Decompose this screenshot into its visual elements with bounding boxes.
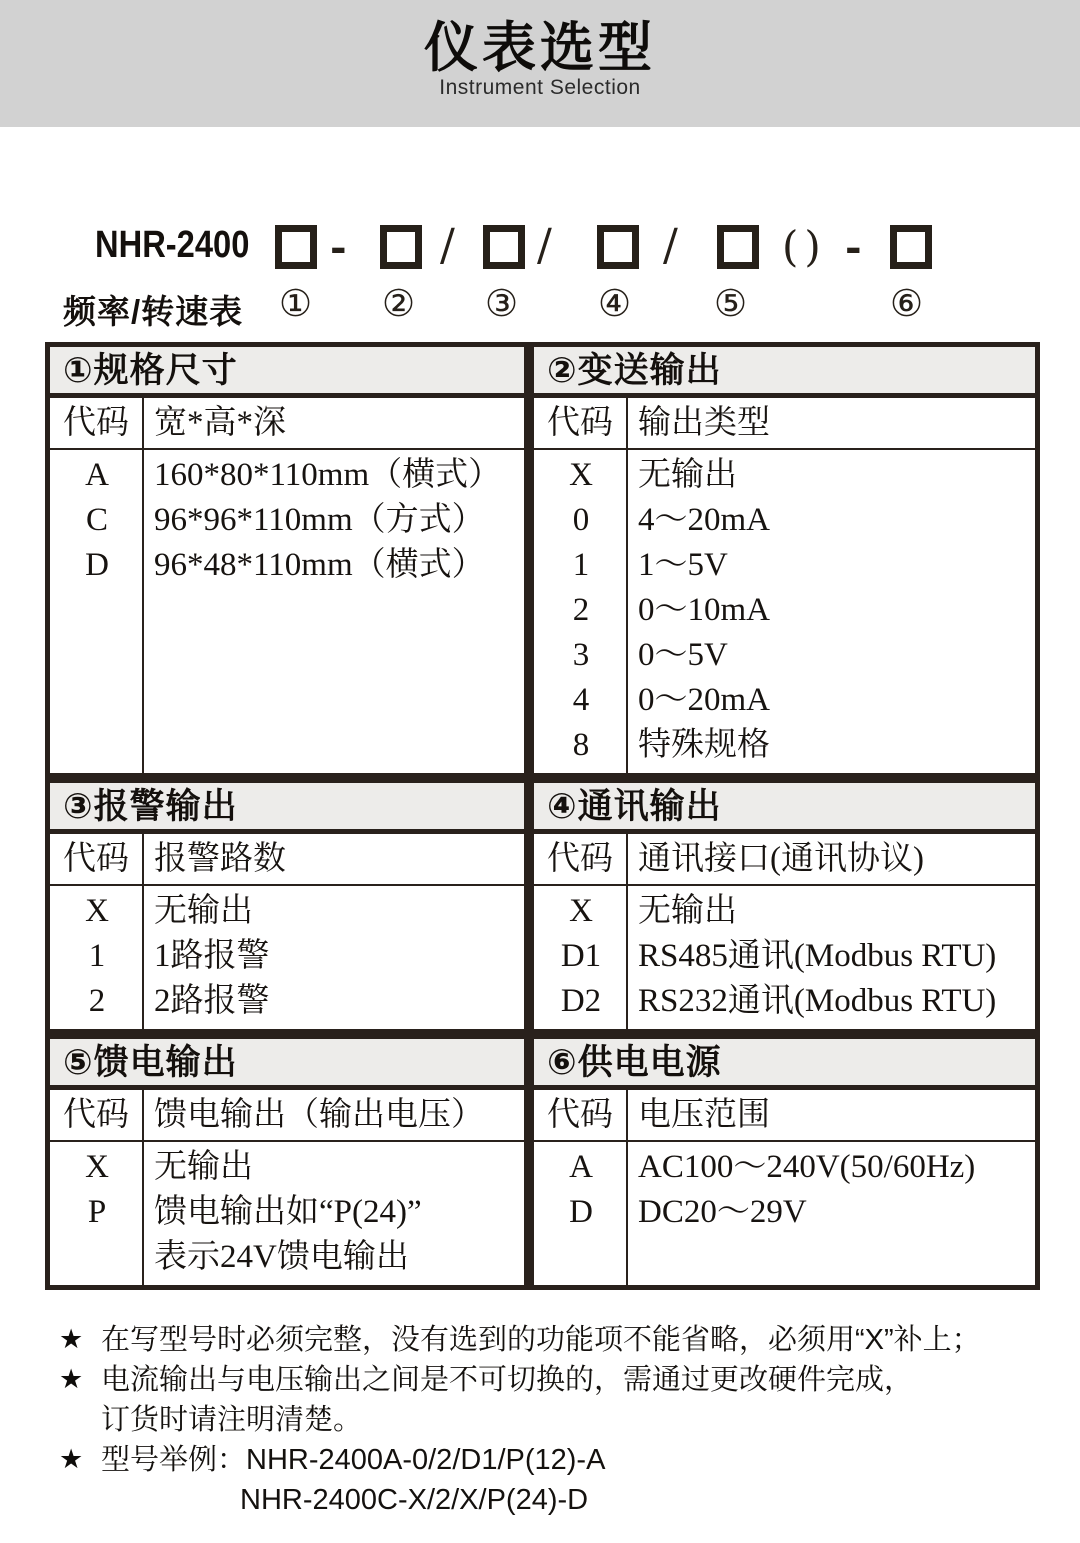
section-body [534, 886, 1035, 1029]
slot-number-5: ⑤ [714, 282, 748, 325]
section-feed-output [45, 1034, 529, 1290]
row-desc: 无输出 [154, 893, 253, 929]
star-icon: ★ [59, 1324, 84, 1355]
table-row [534, 453, 1035, 498]
section-body [50, 1142, 524, 1285]
model-separator: / [663, 220, 678, 271]
column-header-desc: 输出类型 [638, 405, 770, 441]
row-desc: 0～5V [638, 637, 728, 673]
row-desc: 0～10mA [638, 592, 770, 628]
model-slot-box-5 [717, 225, 759, 269]
column-header-desc: 馈电输出（输出电压） [154, 1097, 484, 1133]
column-header-desc: 报警路数 [154, 841, 286, 877]
row-desc: 表示24V馈电输出 [154, 1239, 409, 1275]
row-code: X [85, 1149, 109, 1185]
column-header-code: 代码 [50, 834, 144, 884]
table-row [534, 588, 1035, 633]
row-desc: 特殊规格 [638, 727, 770, 763]
model-example-2: NHR-2400C-X/2/X/P(24)-D [240, 1484, 589, 1516]
page-title: 仪表选型 [424, 18, 656, 78]
row-code: 2 [88, 983, 106, 1019]
row-code: D [569, 1194, 593, 1230]
table-row [534, 889, 1035, 934]
row-desc: DC20～29V [638, 1194, 807, 1230]
star-icon: ★ [59, 1444, 84, 1475]
model-slot-box-1 [275, 225, 317, 269]
footnote-text: 在写型号时必须完整，没有选到的功能项不能省略，必须用“X”补上； [101, 1324, 981, 1356]
section-alarm-output [45, 778, 529, 1034]
section-title: ⑥供电电源 [534, 1039, 1035, 1090]
row-desc: 无输出 [154, 1149, 253, 1185]
section-body [50, 886, 524, 1029]
slot-number-3: ③ [485, 282, 519, 325]
column-header-code: 代码 [50, 398, 144, 448]
selection-table [45, 342, 1040, 1290]
section-header-row [534, 1090, 1035, 1142]
table-row [534, 1190, 1035, 1235]
column-header-code: 代码 [534, 398, 628, 448]
slot-number-4: ④ [598, 282, 632, 325]
table-row [50, 1235, 524, 1280]
section-title: ①规格尺寸 [50, 347, 524, 398]
table-row [50, 498, 524, 543]
model-separator: () [782, 222, 827, 271]
row-code [50, 1235, 144, 1280]
row-code: 0 [572, 502, 590, 538]
row-code: C [85, 502, 108, 538]
page-subtitle: Instrument Selection [439, 76, 641, 99]
table-row [50, 934, 524, 979]
star-icon: ★ [59, 1364, 84, 1395]
row-desc: RS485通讯(Modbus RTU) [638, 938, 997, 974]
slot-number-2: ② [382, 282, 416, 325]
model-separator: / [440, 220, 455, 271]
row-code: A [569, 1149, 593, 1185]
model-slot-box-6 [890, 225, 932, 269]
model-separator: - [845, 224, 862, 271]
row-code: P [87, 1194, 107, 1230]
footnote-text: 电流输出与电压输出之间是不可切换的，需通过更改硬件完成， [101, 1364, 914, 1396]
section-title: ②变送输出 [534, 347, 1035, 398]
row-code: X [569, 893, 593, 929]
row-code: 2 [572, 592, 590, 628]
table-row [50, 1145, 524, 1190]
model-example-1: 型号举例：NHR-2400A-0/2/D1/P(12)-A [101, 1444, 606, 1476]
footnote [59, 1360, 1044, 1440]
model-slot-box-3 [483, 225, 525, 269]
row-code: X [569, 457, 593, 493]
model-separator: - [330, 224, 347, 271]
table-row [50, 453, 524, 498]
section-title: ⑤馈电输出 [50, 1039, 524, 1090]
table-row [534, 498, 1035, 543]
row-code: A [85, 457, 109, 493]
row-desc: 4～20mA [638, 502, 770, 538]
column-header-code: 代码 [534, 834, 628, 884]
section-header-row [50, 1090, 524, 1142]
table-row [534, 934, 1035, 979]
model-slot-box-4 [597, 225, 639, 269]
row-code: 1 [572, 547, 590, 583]
model-code-diagram [0, 210, 1080, 330]
row-desc: 无输出 [638, 457, 737, 493]
section-header-row [534, 398, 1035, 450]
row-code: 8 [572, 727, 590, 763]
row-code: D [85, 547, 109, 583]
column-header-desc: 通讯接口(通讯协议) [638, 841, 924, 877]
table-row [534, 543, 1035, 588]
table-row [534, 633, 1035, 678]
row-desc: 1～5V [638, 547, 728, 583]
table-row [50, 889, 524, 934]
footnotes [59, 1320, 1044, 1520]
row-desc: 96*96*110mm（方式） [154, 502, 485, 538]
column-header-code: 代码 [50, 1090, 144, 1140]
section-header-row [50, 398, 524, 450]
row-desc: 0～20mA [638, 682, 770, 718]
row-desc: 96*48*110mm（横式） [154, 547, 485, 583]
row-code: 1 [88, 938, 106, 974]
row-desc: 2路报警 [154, 983, 270, 1019]
slot-number-1: ① [279, 282, 313, 325]
section-body [50, 450, 524, 773]
footnote [59, 1440, 1044, 1520]
section-title: ④通讯输出 [534, 783, 1035, 834]
section-body [534, 450, 1035, 773]
row-code: D2 [560, 983, 602, 1019]
slot-number-6: ⑥ [890, 282, 924, 325]
column-header-desc: 宽*高*深 [154, 405, 286, 441]
section-transmit-output [529, 342, 1040, 778]
table-row [534, 723, 1035, 768]
row-desc: 1路报警 [154, 938, 270, 974]
model-separator: / [537, 220, 552, 271]
footnote [59, 1320, 1044, 1360]
section-title: ③报警输出 [50, 783, 524, 834]
section-header-row [534, 834, 1035, 886]
row-desc: 无输出 [638, 893, 737, 929]
section-spec-size [45, 342, 529, 778]
page-banner [0, 0, 1080, 127]
row-code: 4 [572, 682, 590, 718]
row-desc: 馈电输出如“P(24)” [154, 1194, 422, 1230]
table-row [534, 1145, 1035, 1190]
device-type-label: 频率/转速表 [63, 293, 244, 330]
row-desc: 160*80*110mm（横式） [154, 457, 502, 493]
column-header-code: 代码 [534, 1090, 628, 1140]
model-slot-box-2 [380, 225, 422, 269]
section-comm-output [529, 778, 1040, 1034]
table-row [50, 979, 524, 1024]
row-code: 3 [572, 637, 590, 673]
table-row [534, 979, 1035, 1024]
table-row [50, 1190, 524, 1235]
section-power-supply [529, 1034, 1040, 1290]
footnote-text: 订货时请注明清楚。 [101, 1404, 363, 1436]
row-code: D1 [560, 938, 602, 974]
section-header-row [50, 834, 524, 886]
table-row [534, 678, 1035, 723]
model-prefix: NHR-2400 [95, 224, 250, 266]
row-desc: AC100～240V(50/60Hz) [638, 1149, 976, 1185]
section-body [534, 1142, 1035, 1285]
row-desc: RS232通讯(Modbus RTU) [638, 983, 997, 1019]
row-code: X [85, 893, 109, 929]
column-header-desc: 电压范围 [638, 1097, 770, 1133]
table-row [50, 543, 524, 588]
